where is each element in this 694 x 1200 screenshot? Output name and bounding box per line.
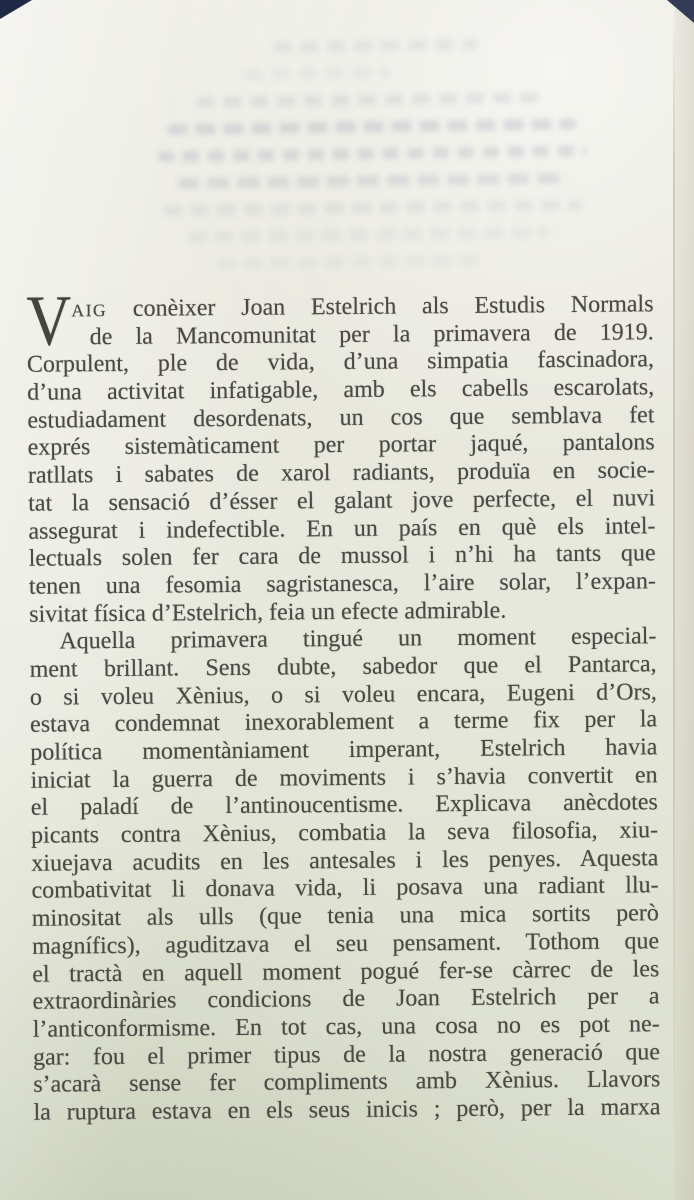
text-line: xiuejava acudits en les antesales i les penyes. Aquesta xyxy=(31,845,659,877)
text-line: gar: fou el primer tipus de la nostra generació que xyxy=(32,1038,661,1071)
paragraph-1 xyxy=(26,280,657,629)
background-corner-top-right xyxy=(667,0,694,23)
show-through-ghost-text xyxy=(146,37,637,292)
text-line: la ruptura estava en els seus inicis ; però, per la marxa xyxy=(33,1094,661,1126)
text-line: tenen una fesomia sagristanesca, l’aire solar, l’expan- xyxy=(28,568,657,600)
text-line: d’una activitat infatigable, amb els cabells escarolats, xyxy=(27,374,655,406)
text-line: de la Mancomunitat per la primavera de 1919. xyxy=(89,318,654,350)
first-line-text: conèixer Joan Estelrich als Estudis Normals xyxy=(132,291,654,322)
text-line: assegurat i indefectible. En un país en què els intel- xyxy=(28,512,656,545)
paragraph-2-lines xyxy=(29,624,660,1128)
text-line: Corpulent, ple de vida, d’una simpatia fascinadora, xyxy=(26,346,655,379)
text-line: o si voleu Xènius, o si voleu encara, Eugeni d’Ors, xyxy=(29,678,657,711)
text-line: estudiadament desordenats, un cos que semblava fet xyxy=(27,402,655,434)
lead-small-caps: AIG xyxy=(71,300,108,321)
text-line: extraordinàries condicions de Joan Estelrich per a xyxy=(32,983,660,1015)
ghost-text-line xyxy=(158,145,588,162)
ghost-text-line xyxy=(196,92,547,108)
text-line: sivitat física d’Estelrich, feia un efecte admirable. xyxy=(29,597,507,628)
background-corner-top-left xyxy=(0,0,32,19)
text-line: tat la sensació d’ésser el galant jove perfecte, el nuvi xyxy=(28,485,656,517)
ghost-text-line xyxy=(218,255,487,270)
ghost-text-line xyxy=(167,118,577,135)
page-text xyxy=(26,280,661,1127)
page-fore-edge xyxy=(675,0,694,1200)
ghost-text-line xyxy=(244,67,391,80)
text-line: el paladí de l’antinoucentisme. Explicava anècdotes xyxy=(30,789,658,822)
drop-cap-v: V xyxy=(26,280,72,361)
ghost-text-line xyxy=(273,39,478,53)
text-line: estava condemnat inexorablement a terme fix per la xyxy=(30,706,658,739)
paragraph-2 xyxy=(29,624,660,1128)
text-line: lectuals solen fer cara de mussol i n’hi ha tants que xyxy=(28,540,656,572)
ghost-text-line xyxy=(163,199,583,216)
text-line: el tractà en aquell moment pogué fer-se càrrec de les xyxy=(32,955,660,988)
text-line: iniciat la guerra de moviments i s’havia convertit en xyxy=(30,761,658,794)
text-line: s’acarà sense fer compliments amb Xènius. Llavors xyxy=(33,1066,661,1098)
ghost-text-line xyxy=(188,227,549,243)
text-line: política momentàniament imperant, Estelrich havia xyxy=(30,734,658,766)
text-line: ment brillant. Sens dubte, sabedor que el Pantarca, xyxy=(29,651,657,683)
paragraph-1-lines xyxy=(27,319,657,629)
text-line: picants contra Xènius, combatia la seva filosofia, xiu- xyxy=(30,817,659,849)
ghost-text-line xyxy=(177,173,568,189)
text-line: Aquella primavera tingué un moment especial- xyxy=(59,623,657,655)
text-line: ratllats i sabates de xarol radiants, produïa en socie- xyxy=(27,457,656,489)
text-line: combativitat li donava vida, li posava una radiant llu- xyxy=(31,872,659,905)
text-line: magnífics), aguditzava el seu pensament. Tothom que xyxy=(31,928,660,960)
text-line: minositat als ulls (que tenia una mica sortits però xyxy=(31,900,659,932)
text-line: exprés sistemàticament per portar jaqué, pantalons xyxy=(27,429,655,462)
text-line: l’anticonformisme. En tot cas, una cosa no es pot ne- xyxy=(32,1011,660,1043)
page-edge-line xyxy=(673,6,675,1200)
